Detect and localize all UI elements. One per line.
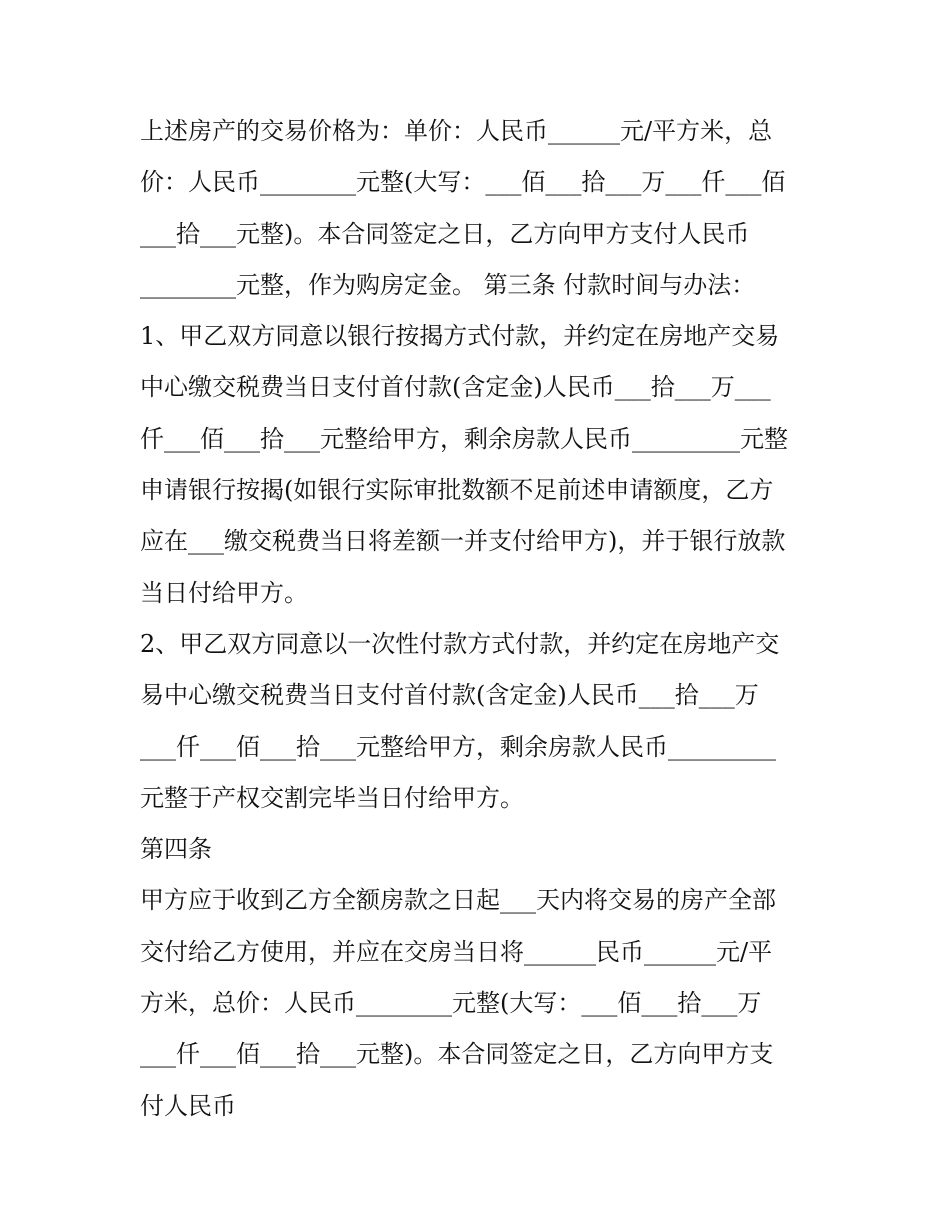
text-line: 上述房产的交易价格为：单价：人民币______元/平方米，总 [140, 117, 773, 145]
text-line: 中心缴交税费当日支付首付款(含定金)人民币___拾___万___ [140, 373, 771, 402]
text-line: 付人民币 [140, 1091, 236, 1120]
text-line: 易中心缴交税费当日支付首付款(含定金)人民币___拾___万 [140, 681, 759, 710]
text-line: ___拾___元整)。本合同签定之日，乙方向甲方支付人民币 [140, 219, 750, 248]
text-line: 2、甲乙双方同意以一次性付款方式付款，并约定在房地产交 [140, 629, 780, 658]
text-line: 仟___佰___拾___元整给甲方，剩余房款人民币_________元整 [140, 424, 788, 453]
text-line: ___仟___佰___拾___元整给甲方，剩余房款人民币_________ [140, 732, 776, 761]
contract-text [140, 106, 820, 1132]
text-line: ________元整，作为购房定金。 第三条 付款时间与办法： [140, 270, 756, 299]
section-heading: 第四条 [140, 835, 212, 864]
text-line: 交付给乙方使用，并应在交房当日将______民币______元/平 [140, 937, 773, 966]
text-line: 申请银行按揭(如银行实际审批数额不足前述申请额度，乙方 [140, 476, 774, 505]
text-line: 甲方应于收到乙方全额房款之日起___天内将交易的房产全部 [140, 886, 776, 915]
text-line: 元整于产权交割完毕当日付给甲方。 [140, 783, 524, 812]
text-line: ___仟___佰___拾___元整)。本合同签定之日，乙方向甲方支 [140, 1040, 774, 1069]
text-line: 方米，总价：人民币________元整(大写：___佰___拾___万 [140, 989, 762, 1018]
text-line: 价：人民币________元整(大写：___佰___拾___万___仟___佰 [140, 168, 786, 197]
text-line: 当日付给甲方。 [140, 578, 308, 607]
text-line: 1、甲乙双方同意以银行按揭方式付款，并约定在房地产交易 [140, 322, 780, 351]
text-line: 应在___缴交税费当日将差额一并支付给甲方)，并于银行放款 [140, 527, 786, 556]
